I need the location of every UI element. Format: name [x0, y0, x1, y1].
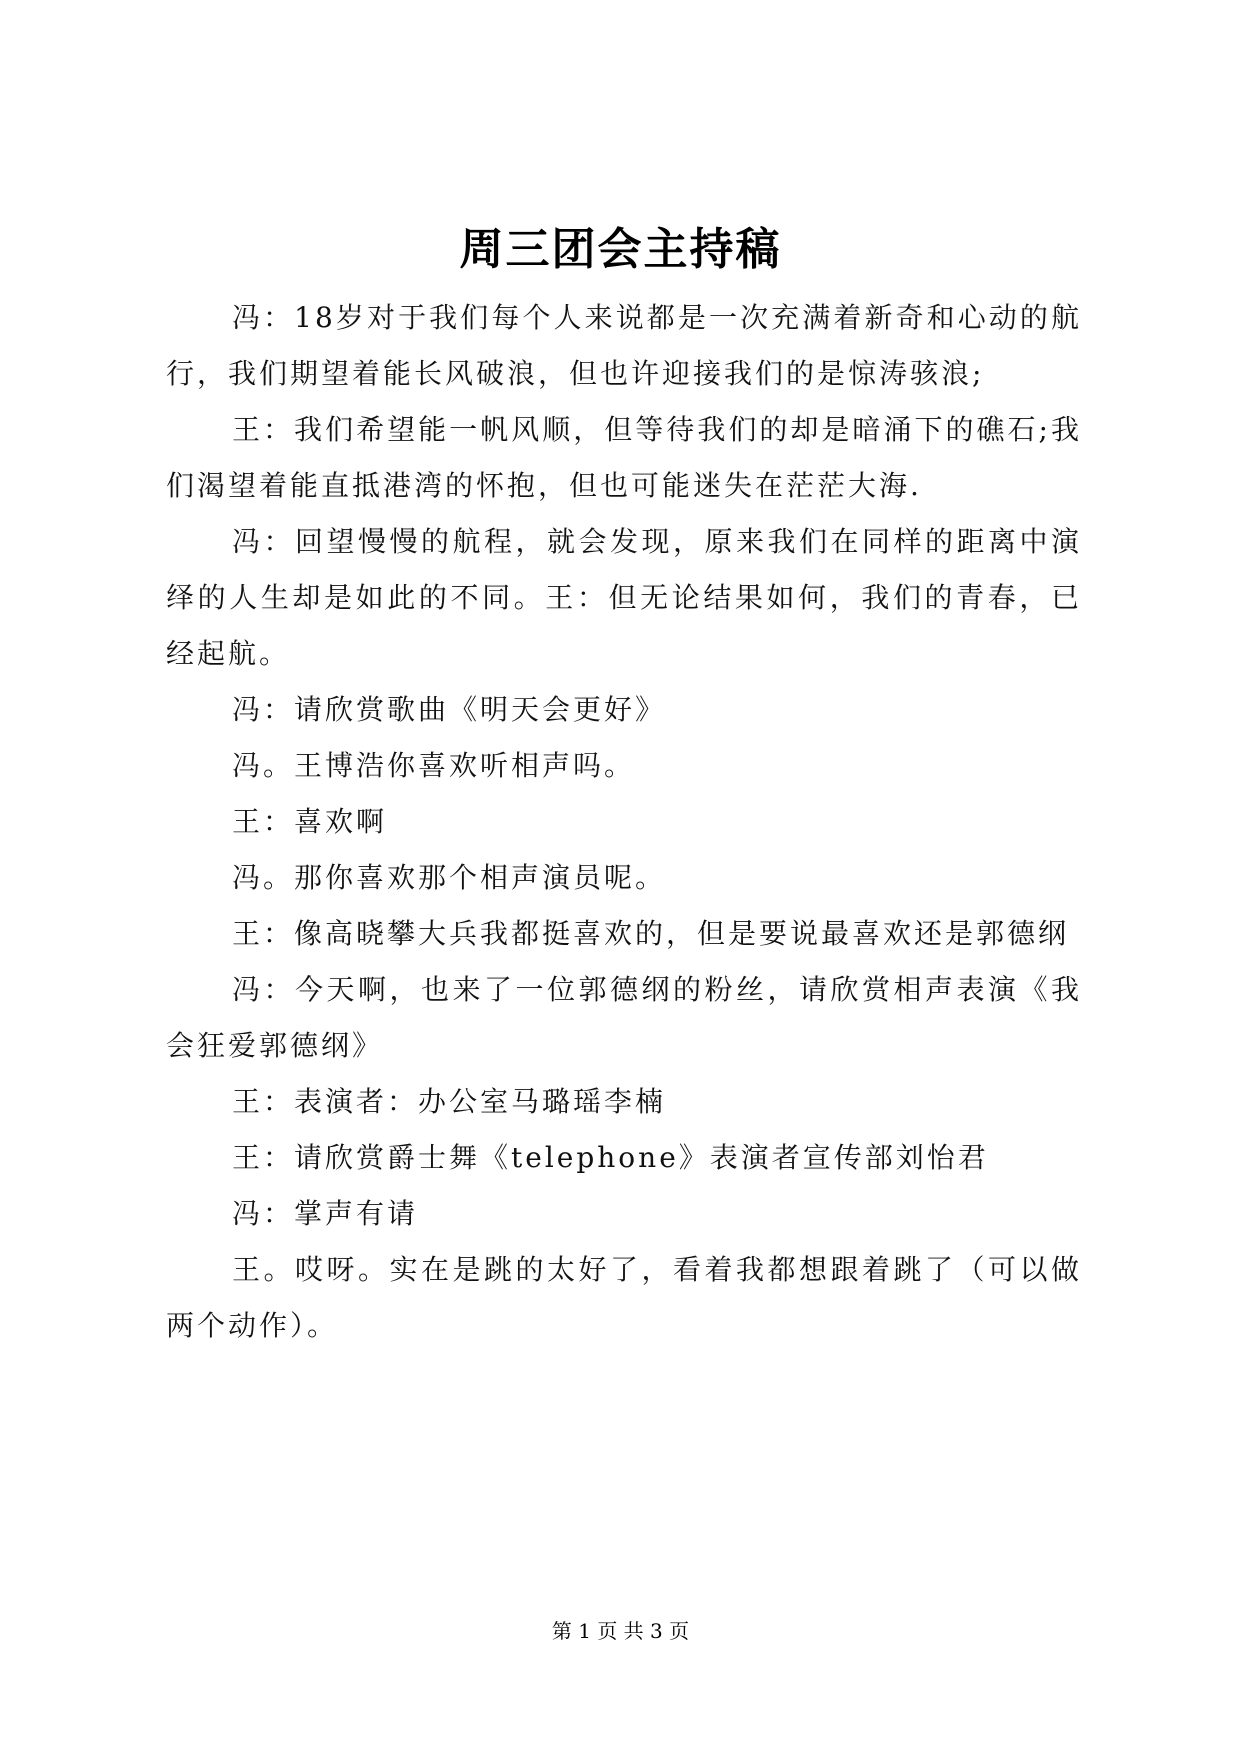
paragraph: 王：请欣赏爵士舞《telephone》表演者宣传部刘怡君	[232, 1141, 989, 1174]
document-title: 周三团会主持稿	[459, 224, 782, 275]
paragraph: 冯：18岁对于我们每个人来说都是一次充满着新奇和心动的航行，我们期望着能长风破浪，但也许迎接我们的是惊涛骇浪;	[166, 301, 1082, 390]
paragraph: 王：我们希望能一帆风顺，但等待我们的却是暗涌下的礁石;我们渴望着能直抵港湾的怀抱，但也可能迷失在茫茫大海.	[166, 413, 1082, 502]
paragraph: 冯。王博浩你喜欢听相声吗。	[232, 749, 636, 782]
document-body	[166, 290, 1082, 1354]
paragraph: 王：像高晓攀大兵我都挺喜欢的，但是要说最喜欢还是郭德纲	[232, 917, 1070, 950]
paragraph: 冯：请欣赏歌曲《明天会更好》	[232, 693, 667, 726]
paragraph: 王：表演者：办公室马璐瑶李楠	[232, 1085, 667, 1118]
paragraph: 冯。那你喜欢那个相声演员呢。	[232, 861, 667, 894]
paragraph: 王：喜欢啊	[232, 805, 388, 838]
paragraph: 冯：今天啊，也来了一位郭德纲的粉丝，请欣赏相声表演《我会狂爱郭德纲》	[166, 973, 1082, 1062]
page-number-footer: 第 1 页 共 3 页	[551, 1619, 690, 1643]
paragraph: 冯：掌声有请	[232, 1197, 419, 1230]
paragraph: 冯：回望慢慢的航程，就会发现，原来我们在同样的距离中演绎的人生却是如此的不同。王：但无论结果如何，我们的青春，已经起航。	[166, 525, 1082, 670]
paragraph: 王。哎呀。实在是跳的太好了，看着我都想跟着跳了（可以做两个动作）。	[166, 1253, 1082, 1342]
